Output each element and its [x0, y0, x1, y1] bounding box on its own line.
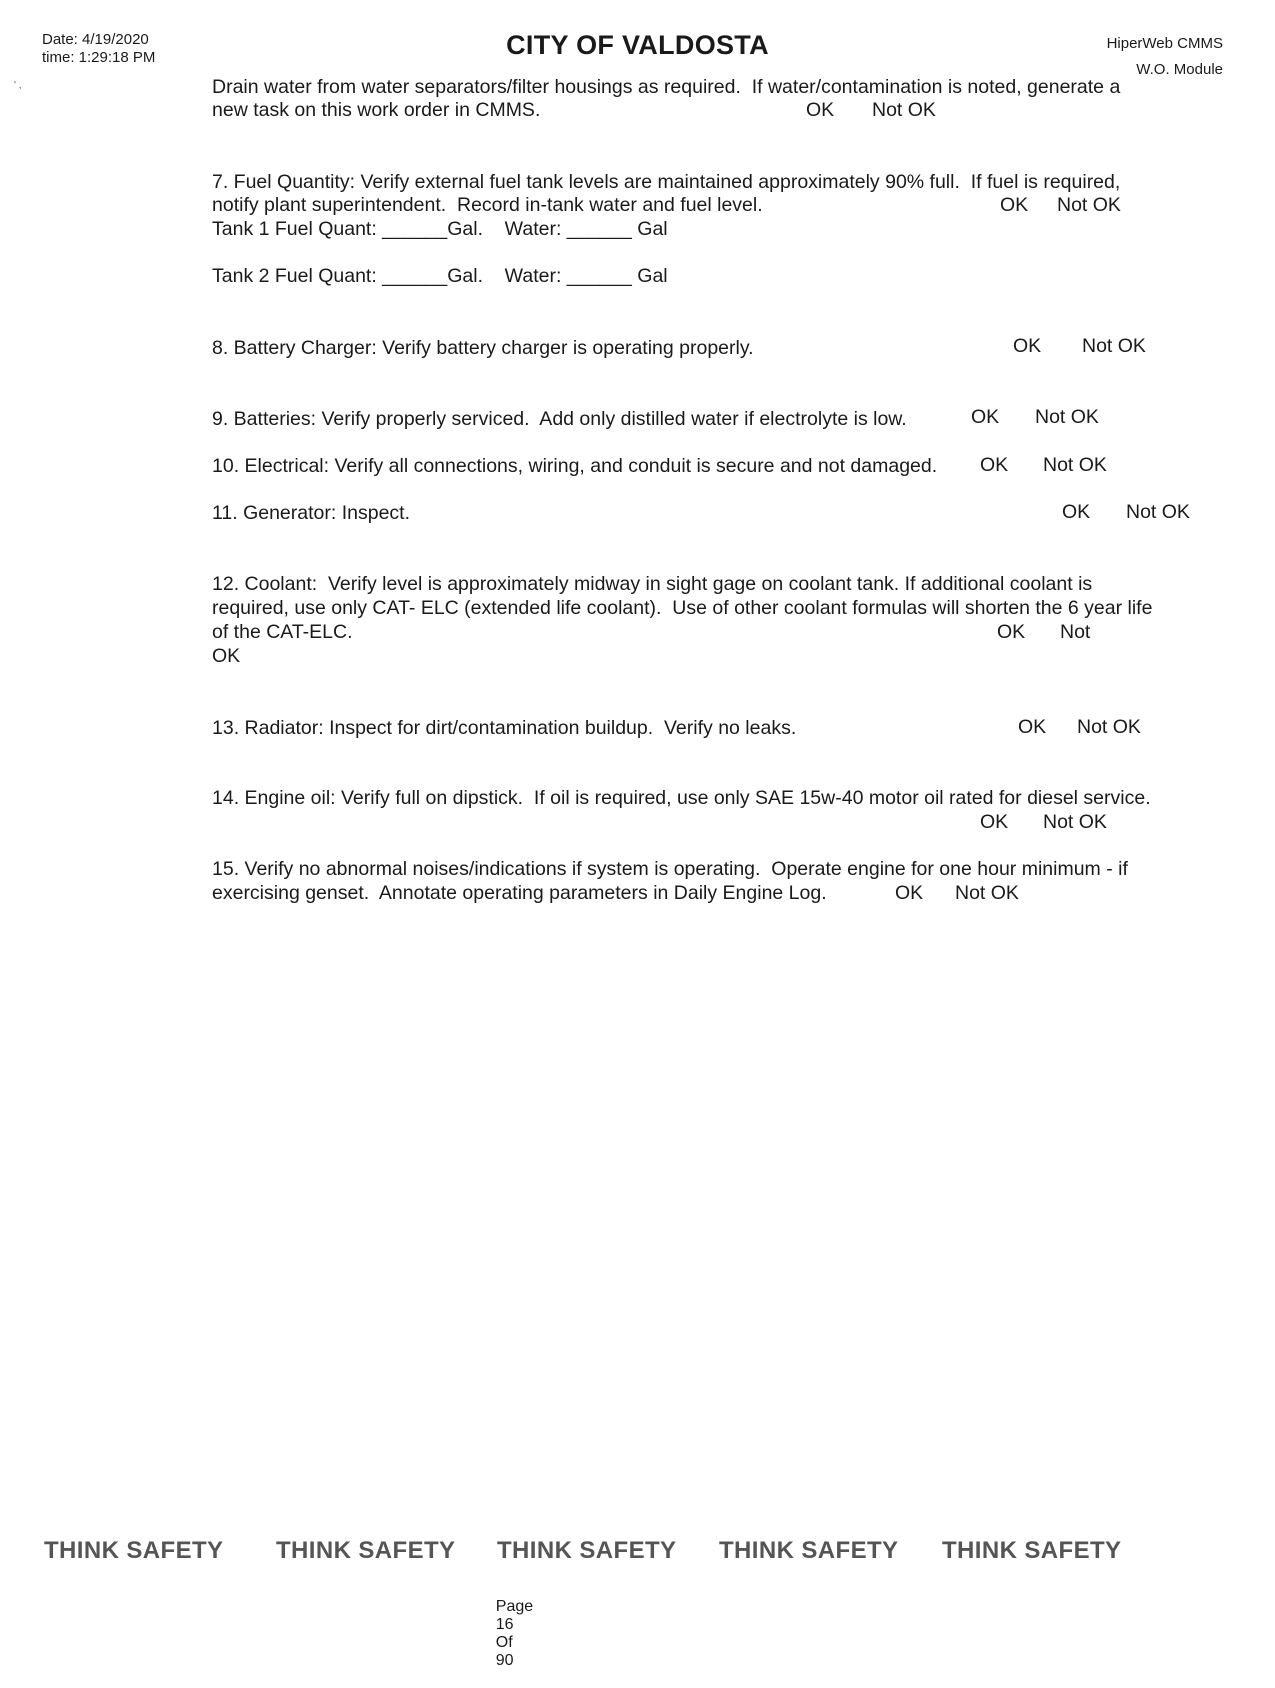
batteries-ok-option: OK	[971, 406, 1000, 428]
radiator-item: 13. Radiator: Inspect for dirt/contamination buildup. Verify no leaks.	[212, 717, 797, 739]
module-name: W.O. Module	[1136, 61, 1223, 78]
coolant-item-line3: of the CAT-ELC.	[212, 621, 353, 643]
engine-oil-item: 14. Engine oil: Verify full on dipstick. If oil is required, use only SAE 15w-40 motor oil rated for diesel service.	[212, 787, 1151, 809]
noises-not-ok-option: Not OK	[955, 882, 1019, 904]
fuel-ok-option: OK	[1000, 194, 1029, 216]
drain-not-ok-option: Not OK	[872, 99, 936, 121]
page-total: 90	[495, 1652, 514, 1669]
page-of: Of	[495, 1634, 513, 1651]
batteries-not-ok-option: Not OK	[1035, 406, 1099, 428]
safety-slogan: THINK SAFETY	[719, 1537, 899, 1564]
electrical-not-ok-option: Not OK	[1043, 454, 1107, 476]
coolant-item-line1: 12. Coolant: Verify level is approximately midway in sight gage on coolant tank. If additional coolant is	[212, 573, 1093, 595]
battery-charger-not-ok-option: Not OK	[1082, 335, 1146, 357]
coolant-not-ok-option-part1: Not	[1060, 621, 1091, 643]
system-name: HiperWeb CMMS	[1106, 35, 1223, 52]
generator-not-ok-option: Not OK	[1126, 501, 1190, 523]
coolant-not-ok-option-part2: OK	[212, 645, 241, 667]
drain-ok-option: OK	[806, 99, 835, 121]
print-date: Date: 4/19/2020	[42, 31, 149, 48]
radiator-ok-option: OK	[1018, 716, 1047, 738]
scan-mark: ' ,	[14, 80, 22, 91]
electrical-item: 10. Electrical: Verify all connections, wiring, and conduit is secure and not damaged.	[212, 455, 938, 477]
battery-charger-item: 8. Battery Charger: Verify battery charger is operating properly.	[212, 337, 754, 359]
page-title: CITY OF VALDOSTA	[506, 30, 769, 60]
fuel-item-line2: notify plant superintendent. Record in-tank water and fuel level.	[212, 194, 763, 216]
safety-slogan: THINK SAFETY	[497, 1537, 677, 1564]
fuel-not-ok-option: Not OK	[1057, 194, 1121, 216]
engine-oil-ok-option: OK	[980, 811, 1009, 833]
engine-oil-not-ok-option: Not OK	[1043, 811, 1107, 833]
page-current: 16	[495, 1616, 514, 1633]
electrical-ok-option: OK	[980, 454, 1009, 476]
safety-slogan: THINK SAFETY	[942, 1537, 1122, 1564]
radiator-not-ok-option: Not OK	[1077, 716, 1141, 738]
batteries-item: 9. Batteries: Verify properly serviced. Add only distilled water if electrolyte is low.	[212, 408, 907, 430]
tank2-record-line: Tank 2 Fuel Quant: ______Gal. Water: ______ Gal	[212, 265, 668, 287]
print-time: time: 1:29:18 PM	[42, 49, 156, 66]
page-label: Page	[495, 1598, 534, 1615]
noises-item-line1: 15. Verify no abnormal noises/indications if system is operating. Operate engine for one hour minimum - if	[212, 858, 1128, 880]
coolant-item-line2: required, use only CAT- ELC (extended life coolant). Use of other coolant formulas will shorten the 6 year life	[212, 597, 1153, 619]
safety-slogan: THINK SAFETY	[44, 1537, 224, 1564]
safety-slogan: THINK SAFETY	[276, 1537, 456, 1564]
generator-ok-option: OK	[1062, 501, 1091, 523]
coolant-ok-option: OK	[997, 621, 1026, 643]
tank1-record-line: Tank 1 Fuel Quant: ______Gal. Water: ______ Gal	[212, 218, 668, 240]
drain-item-line1: Drain water from water separators/filter housings as required. If water/contamination is noted, generate a	[212, 76, 1121, 98]
fuel-item-line1: 7. Fuel Quantity: Verify external fuel tank levels are maintained approximately 90% full. If fuel is required,	[212, 171, 1121, 193]
generator-item: 11. Generator: Inspect.	[212, 502, 410, 524]
page-number	[478, 1580, 547, 1688]
battery-charger-ok-option: OK	[1013, 335, 1042, 357]
noises-ok-option: OK	[895, 882, 924, 904]
noises-item-line2: exercising genset. Annotate operating parameters in Daily Engine Log.	[212, 882, 827, 904]
drain-item-line2: new task on this work order in CMMS.	[212, 99, 541, 121]
